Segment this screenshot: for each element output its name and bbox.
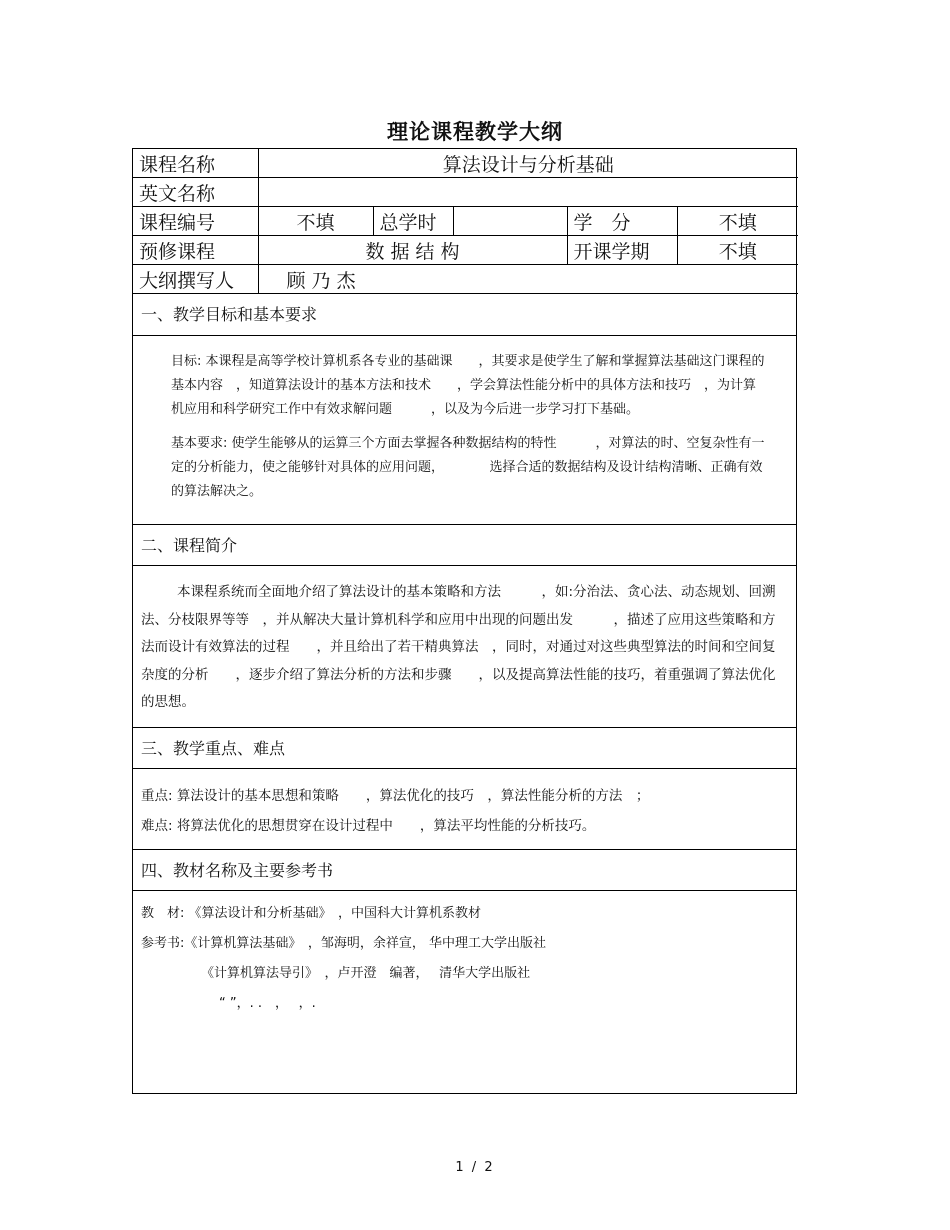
- term-value: 不填: [677, 236, 798, 265]
- course-name-value: 算法设计与分析基础: [258, 149, 798, 178]
- credit-value: 不填: [677, 207, 798, 236]
- prerequisite-label: 预修课程: [133, 236, 258, 265]
- course-name-row: [133, 149, 798, 178]
- credit-label: 学 分: [567, 207, 677, 236]
- english-name-row: [133, 178, 798, 207]
- course-name-label: 课程名称: [133, 149, 258, 178]
- author-row: [133, 265, 798, 294]
- page-title: 理论课程教学大纲: [387, 120, 563, 144]
- keys-body: [133, 769, 796, 849]
- goals-requirement-text: 基本要求: 使学生能够从的运算三个方面去掌握各种数据结构的特性 ，对算法的时、空复杂性有一定的分析能力，使之能够针对具体的应用问题， 选择合适的数据结构及设计结构清晰、正确有效的算法解决之。: [171, 436, 765, 499]
- intro-text: 本课程系统而全面地介绍了算法设计的基本策略和方法 ，如:分治法、贪心法、动态规划、回溯法、分枝限界等等 ，并从解决大量计算机科学和应用中出现的问题出发 ，描述了应用这些策略和方法而设计有效算法的过程 ，并且给出了若干精典算法 ，同时，对通过对这些典型算法的时间和空间复杂度的分析 ，逐步介绍了算法分析的方法和步骤 ，以及提高算法性能的技巧，着重强调了算法优化的思想。: [141, 584, 776, 710]
- total-hours-label: 总学时: [373, 207, 453, 236]
- difficulties-text: 难点: 将算法优化的思想贯穿在设计过程中 ，算法平均性能的分析技巧。: [141, 817, 596, 834]
- keys-heading: 三、教学重点、难点: [133, 727, 796, 769]
- course-code-row: [133, 207, 798, 236]
- goals-target-text: 目标: 本课程是高等学校计算机系各专业的基础课 ，其要求是使学生了解和掌握算法基础这门课程的基本内容 ，知道算法设计的基本方法和技术 ，学会算法性能分析中的具体方法和技巧 ，为计算机应用和科学研究工作中有效求解问题 ，以及为今后进一步学习打下基础。: [171, 354, 765, 417]
- syllabus-frame: [132, 148, 797, 1094]
- goals-heading: 一、教学目标和基本要求: [133, 294, 796, 336]
- reference-book-1: 参考书:《计算机算法基础》 ，邹海明，余祥宣， 华中理工大学出版社: [141, 935, 547, 951]
- reference-book-3: “ ”，. . ， ，.: [219, 995, 316, 1011]
- books-heading: 四、教材名称及主要参考书: [133, 849, 796, 891]
- books-body: [133, 891, 796, 1027]
- english-name-value: [258, 178, 798, 207]
- course-code-label: 课程编号: [133, 207, 258, 236]
- course-info-table: [133, 149, 798, 294]
- author-label: 大纲撰写人: [133, 265, 258, 294]
- textbook-text: 教 材: 《算法设计和分析基础》 ，中国科大计算机系教材: [141, 905, 482, 921]
- key-points-text: 重点: 算法设计的基本思想和策略 ，算法优化的技巧 ，算法性能分析的方法 ；: [141, 787, 650, 804]
- intro-heading: 二、课程简介: [133, 524, 796, 566]
- author-value: 顾 乃 杰: [258, 265, 798, 294]
- reference-book-2: 《计算机算法导引》 ，卢开澄 编著， 清华大学出版社: [201, 965, 531, 981]
- course-code-value: 不填: [258, 207, 373, 236]
- goals-body: [133, 336, 796, 524]
- term-label: 开课学期: [567, 236, 677, 265]
- total-hours-value: [453, 207, 567, 236]
- page-number: 1 / 2: [455, 1160, 495, 1175]
- prerequisite-value: 数 据 结 构: [258, 236, 567, 265]
- english-name-label: 英文名称: [133, 178, 258, 207]
- prerequisite-row: [133, 236, 798, 265]
- intro-body: [133, 566, 796, 727]
